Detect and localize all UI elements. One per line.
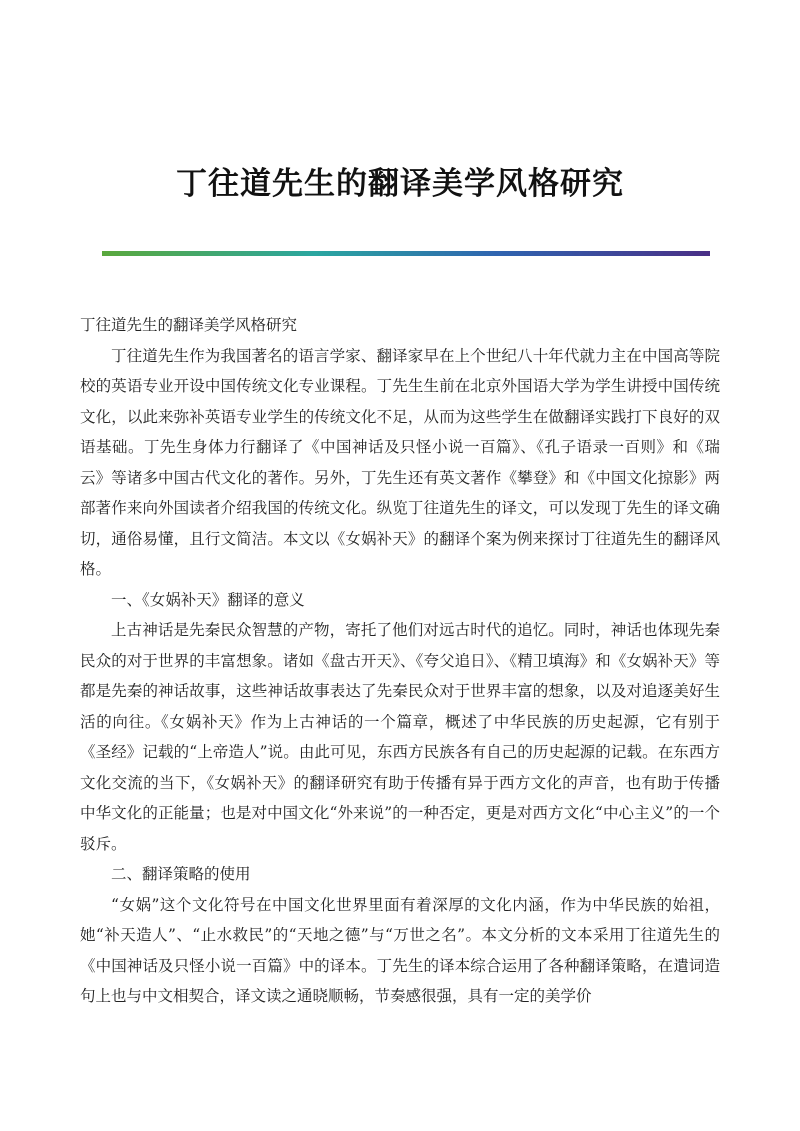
document-title: 丁往道先生的翻译美学风格研究 bbox=[176, 166, 624, 202]
paragraph-intro: 丁往道先生作为我国著名的语言学家、翻译家早在上个世纪八十年代就力主在中国高等院校的英语专业开设中国传统文化专业课程。丁先生生前在北京外国语大学为学生讲授中国传统文化，以此来弥补英语专业学生的传统文化不足，从而为这些学生在做翻译实践打下良好的双语基础。丁先生身体力行翻译了《中国神话及只怪小说一百篇》、《孔子语录一百则》和《瑞云》等诸多中国古代文化的著作。另外，丁先生还有英文著作《攀登》和《中国文化掠影》两部著作来向外国读者介绍我国的传统文化。纵览丁往道先生的译文，可以发现丁先生的译文确切，通俗易懂，且行文简洁。本文以《女娲补天》的翻译个案为例来探讨丁往道先生的翻译风格。 bbox=[80, 346, 720, 578]
section-heading-2: 二、翻译策略的使用 bbox=[111, 865, 251, 883]
section-heading-1: 一、《女娲补天》翻译的意义 bbox=[111, 590, 305, 609]
paragraph-section-1: 上古神话是先秦民众智慧的产物，寄托了他们对远古时代的追忆。同时，神话也体现先秦民众的对于世界的丰富想象。诸如《盘古开天》、《夸父追日》、《精卫填海》和《女娲补天》等都是先秦的神话故事，这些神话故事表达了先秦民众对于世界丰富的想象，以及对追逐美好生活的向往。《女娲补天》作为上古神话的一个篇章，概述了中华民族的历史起源，它有别于《圣经》记载的“上帝造人”说。由此可见，东西方民族各有自己的历史起源的记载。在东西方文化交流的当下，《女娲补天》的翻译研究有助于传播有异于西方文化的声音，也有助于传播中华文化的正能量；也是对中国文化“外来说”的一种否定，更是对西方文化“中心主义”的一个驳斥。 bbox=[80, 621, 720, 853]
paragraph-section-2: “女娲”这个文化符号在中国文化世界里面有着深厚的文化内涵，作为中华民族的始祖，她“补天造人”、“止水救民”的“天地之德”与“万世之名”。本文分析的文本采用丁往道先生的《中国神话及只怪小说一百篇》中的译本。丁先生的译本综合运用了各种翻译策略，在遣词造句上也与中文相契合，译文读之通晓顺畅，节奏感很强，具有一定的美学价 bbox=[80, 895, 720, 1005]
document-body bbox=[80, 310, 720, 1012]
document-subtitle: 丁往道先生的翻译美学风格研究 bbox=[80, 316, 298, 334]
title-divider bbox=[102, 251, 710, 256]
